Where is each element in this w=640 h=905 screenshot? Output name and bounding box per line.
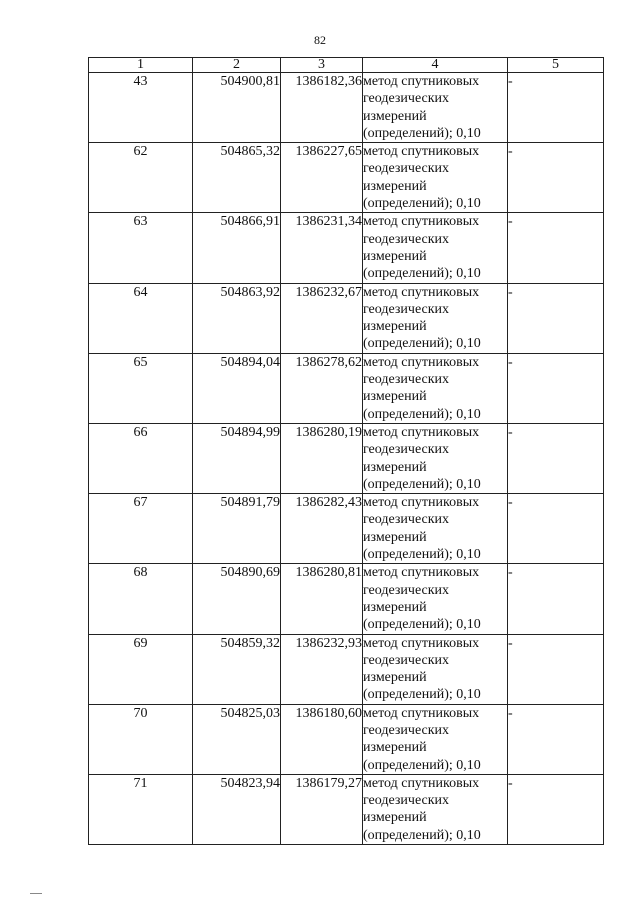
y-coordinate-cell: 1386280,81 — [281, 564, 363, 634]
y-coordinate-cell: 1386232,67 — [281, 283, 363, 353]
method-accuracy-cell: метод спутниковых геодезических измерений (определений); 0,10 — [363, 634, 508, 704]
x-coordinate-cell: 504900,81 — [193, 73, 281, 143]
x-coordinate-cell: 504859,32 — [193, 634, 281, 704]
y-coordinate-cell: 1386231,34 — [281, 213, 363, 283]
note-cell: - — [508, 494, 604, 564]
table-body — [89, 73, 604, 845]
y-coordinate-cell: 1386180,60 — [281, 704, 363, 774]
point-number-cell: 63 — [89, 213, 193, 283]
point-number-cell: 66 — [89, 423, 193, 493]
x-coordinate-cell: 504865,32 — [193, 143, 281, 213]
x-coordinate-cell: 504866,91 — [193, 213, 281, 283]
note-cell: - — [508, 634, 604, 704]
method-accuracy-cell: метод спутниковых геодезических измерений (определений); 0,10 — [363, 774, 508, 844]
point-number-cell: 67 — [89, 494, 193, 564]
point-number-cell: 70 — [89, 704, 193, 774]
footer-mark — [30, 893, 42, 894]
table-row — [89, 353, 604, 423]
method-accuracy-cell: метод спутниковых геодезических измерений (определений); 0,10 — [363, 143, 508, 213]
table-row — [89, 73, 604, 143]
y-coordinate-cell: 1386232,93 — [281, 634, 363, 704]
method-accuracy-cell: метод спутниковых геодезических измерений (определений); 0,10 — [363, 213, 508, 283]
x-coordinate-cell: 504823,94 — [193, 774, 281, 844]
table-header-row — [89, 58, 604, 73]
note-cell: - — [508, 283, 604, 353]
note-cell: - — [508, 564, 604, 634]
x-coordinate-cell: 504894,04 — [193, 353, 281, 423]
method-accuracy-cell: метод спутниковых геодезических измерений (определений); 0,10 — [363, 423, 508, 493]
x-coordinate-cell: 504894,99 — [193, 423, 281, 493]
table-row — [89, 634, 604, 704]
column-header: 3 — [281, 58, 363, 73]
method-accuracy-cell: метод спутниковых геодезических измерений (определений); 0,10 — [363, 704, 508, 774]
point-number-cell: 65 — [89, 353, 193, 423]
point-number-cell: 68 — [89, 564, 193, 634]
column-header: 4 — [363, 58, 508, 73]
table-row — [89, 423, 604, 493]
x-coordinate-cell: 504891,79 — [193, 494, 281, 564]
y-coordinate-cell: 1386179,27 — [281, 774, 363, 844]
note-cell: - — [508, 423, 604, 493]
note-cell: - — [508, 774, 604, 844]
note-cell: - — [508, 704, 604, 774]
coordinates-table — [88, 57, 604, 845]
x-coordinate-cell: 504825,03 — [193, 704, 281, 774]
x-coordinate-cell: 504890,69 — [193, 564, 281, 634]
column-header: 1 — [89, 58, 193, 73]
note-cell: - — [508, 143, 604, 213]
x-coordinate-cell: 504863,92 — [193, 283, 281, 353]
y-coordinate-cell: 1386182,36 — [281, 73, 363, 143]
point-number-cell: 43 — [89, 73, 193, 143]
table-row — [89, 143, 604, 213]
method-accuracy-cell: метод спутниковых геодезических измерений (определений); 0,10 — [363, 353, 508, 423]
note-cell: - — [508, 353, 604, 423]
table-row — [89, 704, 604, 774]
column-header: 2 — [193, 58, 281, 73]
table-row — [89, 774, 604, 844]
page-number: 82 — [314, 33, 326, 47]
method-accuracy-cell: метод спутниковых геодезических измерений (определений); 0,10 — [363, 283, 508, 353]
note-cell: - — [508, 213, 604, 283]
method-accuracy-cell: метод спутниковых геодезических измерений (определений); 0,10 — [363, 494, 508, 564]
point-number-cell: 64 — [89, 283, 193, 353]
y-coordinate-cell: 1386282,43 — [281, 494, 363, 564]
column-header: 5 — [508, 58, 604, 73]
y-coordinate-cell: 1386280,19 — [281, 423, 363, 493]
point-number-cell: 69 — [89, 634, 193, 704]
table-row — [89, 283, 604, 353]
y-coordinate-cell: 1386278,62 — [281, 353, 363, 423]
note-cell: - — [508, 73, 604, 143]
point-number-cell: 71 — [89, 774, 193, 844]
point-number-cell: 62 — [89, 143, 193, 213]
table-row — [89, 213, 604, 283]
table-row — [89, 494, 604, 564]
method-accuracy-cell: метод спутниковых геодезических измерений (определений); 0,10 — [363, 73, 508, 143]
method-accuracy-cell: метод спутниковых геодезических измерений (определений); 0,10 — [363, 564, 508, 634]
table-row — [89, 564, 604, 634]
y-coordinate-cell: 1386227,65 — [281, 143, 363, 213]
